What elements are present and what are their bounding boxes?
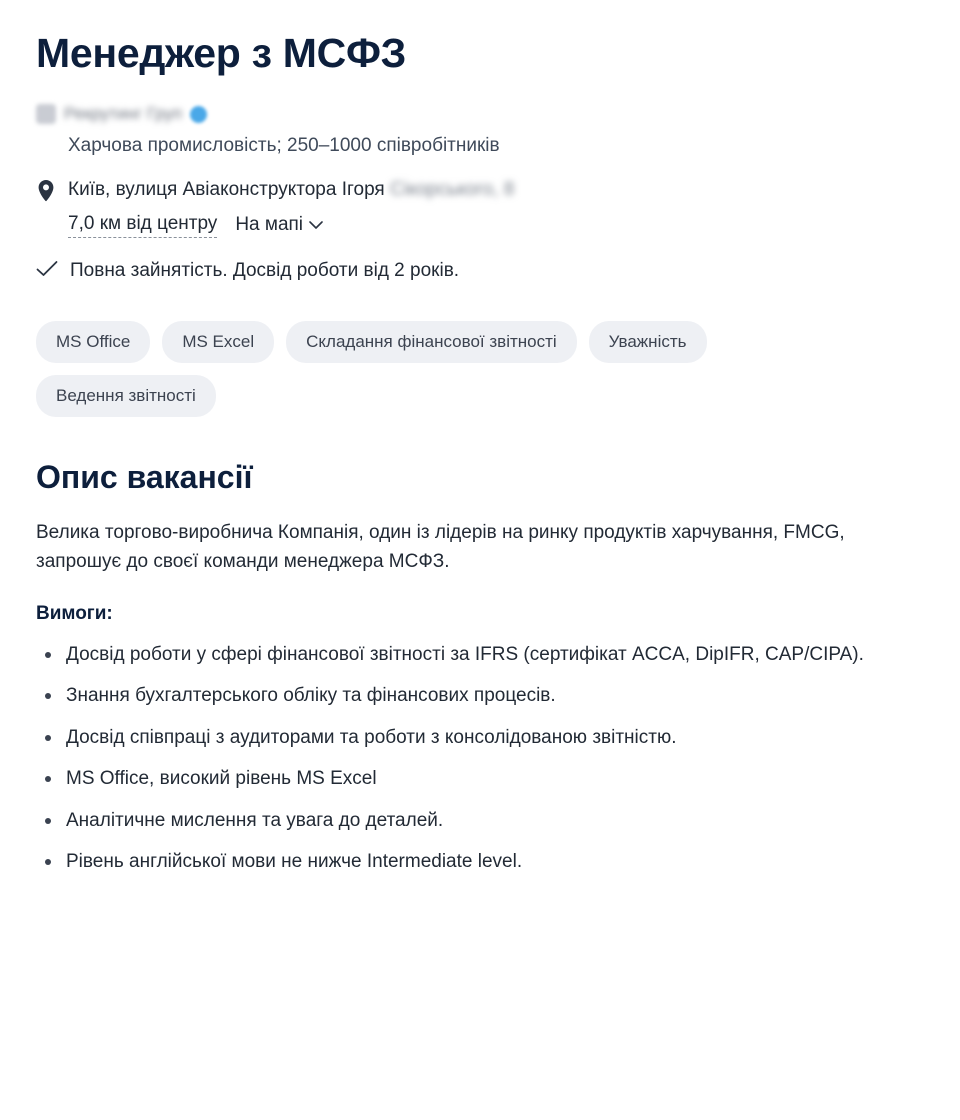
skill-tag[interactable]: Ведення звітності bbox=[36, 375, 216, 417]
skill-tag[interactable]: Уважність bbox=[589, 321, 707, 363]
chevron-down-icon bbox=[309, 214, 323, 236]
check-icon bbox=[36, 260, 58, 283]
location-block bbox=[36, 177, 924, 238]
list-item: MS Office, високий рівень MS Excel bbox=[62, 765, 906, 794]
skill-tag[interactable]: MS Office bbox=[36, 321, 150, 363]
location-address-hidden: Сікорського, 8 bbox=[390, 179, 515, 201]
company-row[interactable] bbox=[36, 103, 924, 125]
verified-badge-icon bbox=[190, 106, 207, 123]
location-links bbox=[68, 213, 514, 238]
employment-text: Повна зайнятість. Досвід роботи від 2 років. bbox=[70, 260, 460, 282]
location-address-visible: Київ, вулиця Авіаконструктора Ігоря bbox=[68, 179, 385, 201]
employment-row bbox=[36, 260, 924, 283]
page-title: Менеджер з МСФЗ bbox=[36, 30, 407, 76]
company-logo-icon bbox=[36, 104, 56, 124]
show-on-map-link[interactable] bbox=[235, 214, 323, 236]
list-item: Досвід співпраці з аудиторами та роботи з консолідованою звітністю. bbox=[62, 724, 906, 753]
skill-tags bbox=[36, 321, 846, 417]
description-intro: Велика торгово-виробнича Компанія, один із лідерів на ринку продуктів харчування, FMCG, запрошує до своєї команди менеджера МСФЗ. bbox=[36, 521, 845, 573]
map-pin-icon bbox=[36, 179, 56, 208]
description-heading: Опис вакансії bbox=[36, 458, 253, 495]
location-address bbox=[68, 177, 514, 203]
company-industry-line: Харчова промисловість; 250–1000 співробітників bbox=[68, 135, 500, 157]
company-name[interactable]: Рекрутинг Груп bbox=[64, 104, 183, 124]
skill-tag[interactable]: MS Excel bbox=[162, 321, 274, 363]
distance-from-center-link[interactable]: 7,0 км від центру bbox=[68, 213, 217, 238]
show-on-map-label: На мапі bbox=[235, 214, 304, 236]
list-item: Досвід роботи у сфері фінансової звітності за IFRS (сертифікат ACCA, DipIFR, CAP/CIPA). bbox=[62, 641, 906, 670]
list-item: Аналітичне мислення та увага до деталей. bbox=[62, 807, 906, 836]
skill-tag[interactable]: Складання фінансової звітності bbox=[286, 321, 577, 363]
list-item: Знання бухгалтерського обліку та фінансових процесів. bbox=[62, 682, 906, 711]
list-item: Рівень англійської мови не нижче Intermediate level. bbox=[62, 848, 906, 877]
requirements-title: Вимоги: bbox=[36, 602, 113, 624]
requirements-list bbox=[36, 641, 906, 877]
